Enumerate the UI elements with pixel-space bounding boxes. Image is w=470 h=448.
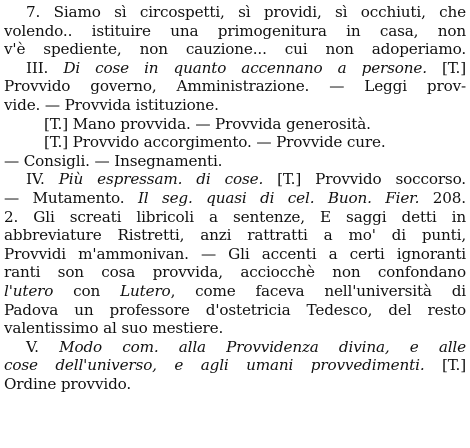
text-span: Padova un professore d'ostetricia Tedesco, del resto <box>4 300 466 319</box>
text-span: ranti son cosa provvida, acciocchè non confondano <box>4 263 466 282</box>
text-span: 2. Gli screati libricoli a sentenze, E saggi detti in <box>4 207 466 226</box>
text-line <box>4 22 466 41</box>
text-span: Ordine provvido. <box>4 374 132 393</box>
text-span: valentissimo al suo mestiere. <box>4 319 224 338</box>
text-line <box>4 189 466 208</box>
text-line <box>4 319 466 338</box>
text-line <box>4 282 466 301</box>
italic-text-span: l'utero <box>4 281 54 300</box>
text-line <box>4 245 466 264</box>
text-span: [T.] <box>424 356 466 375</box>
italic-text-span: Lutero <box>120 281 171 300</box>
italic-text-span: Modo com. alla Provvidenza divina, e alle <box>59 337 466 356</box>
text-span: [T.] Provvido accorgimento. — Provvide cure. <box>44 133 386 152</box>
text-line <box>4 375 466 394</box>
text-line <box>4 59 466 78</box>
text-line <box>4 356 466 375</box>
text-line <box>4 77 466 96</box>
italic-text-span: Più espressam. di cose. <box>58 170 264 189</box>
italic-text-span: Il seg. quasi di cel. Buon. Fier. <box>137 188 420 207</box>
text-line <box>4 263 466 282</box>
text-line <box>4 208 466 227</box>
text-span: 7. Siamo sì circospetti, sì providi, sì occhiuti, che <box>26 3 466 21</box>
text-span: — Mutamento. <box>4 188 138 207</box>
text-span: IV. <box>26 170 59 189</box>
text-line <box>4 170 466 189</box>
text-line <box>4 226 466 245</box>
text-span: v'è spediente, non cauzione... cui non adoperiamo. <box>4 40 466 59</box>
italic-text-span: Di cose in quanto accennano a persone. <box>63 58 427 77</box>
text-span: vide. — Provvida istituzione. <box>4 95 219 114</box>
text-span: 208. <box>419 188 466 207</box>
text-line <box>4 133 466 152</box>
text-line <box>4 115 466 134</box>
text-line <box>4 338 466 357</box>
text-line <box>4 96 466 115</box>
text-line <box>4 301 466 320</box>
entry-text-block <box>4 3 466 393</box>
text-line <box>4 40 466 59</box>
text-span: V. <box>26 337 60 356</box>
text-line <box>4 3 466 22</box>
text-span: con <box>53 281 121 300</box>
text-span: [T.] <box>426 58 466 77</box>
text-span: volendo.. istituire una primogenitura in casa, non <box>4 21 466 40</box>
italic-text-span: cose dell'universo, e agli umani provvedimenti. <box>4 356 425 375</box>
text-span: [T.] Mano provvida. — Provvida generosità. <box>44 114 371 133</box>
text-line <box>4 152 466 171</box>
text-span: abbreviature Ristretti, anzi rattratti a mo' di punti, <box>4 226 466 245</box>
text-span: , come faceva nell'università di <box>170 281 466 300</box>
text-span: Provvido governo, Amministrazione. — Leggi prov- <box>4 77 466 96</box>
text-span: [T.] Provvido soccorso. <box>263 170 466 189</box>
text-span: Provvidi m'ammonivan. — Gli accenti a certi ignoranti <box>4 244 466 263</box>
text-span: — Consigli. — Insegnamenti. <box>4 151 223 170</box>
text-span: III. <box>26 58 64 77</box>
